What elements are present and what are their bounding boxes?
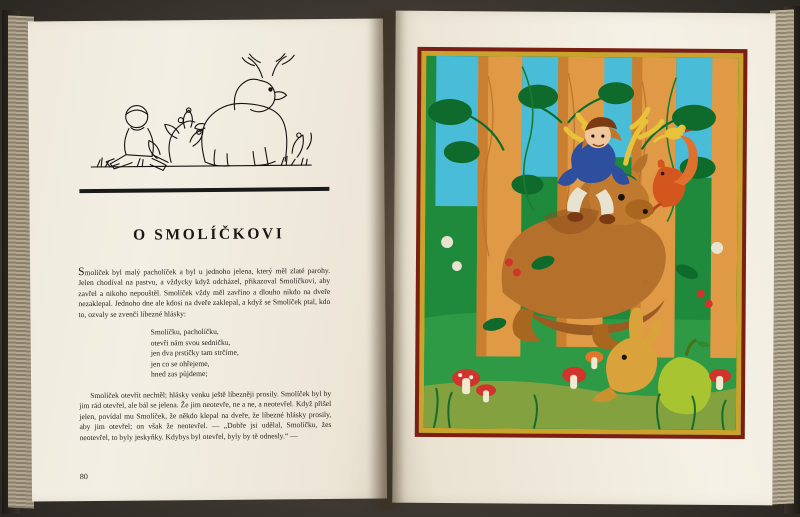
verse-line: Smolíčku, pacholíčku, [150, 326, 219, 337]
paragraph-1: Smolíček byl malý pacholíček a byl u jednoho jelena, který měl zlaté parohy. Jelen chodíval na pastvu, a vždycky když odcházel, přikazoval Smolíčkovi, aby zavřel a nikoho nepouštěl. Smolíček vždy měl zavříno a dlouho nikdo na dveře nezaklepal. Jednoho dne ale kdosi na dveře zaklepal, a když se Smolíček ptal, kdo to, ozvaly se zvenčí líbezné hlásky: [78, 265, 331, 319]
page-number: 80 [79, 472, 88, 482]
paragraph-2: Smolíček otevřít nechtěl; hlásky venku ještě líbezněji prosily. Smolíček byl by jim rád otevřel, ale bál se jelena. Že jim neotevře, ne a ne, a neotevřel. Když přišel jelen, povídal mu Smolíček, že někdo klepal na dveře, že líbezné hlásky prosily, aby jim otevřel; on však že neotevřel. — „Dobře jsi udělal, Smolíčku, žes neotevřel, to byly jeskyňky. Kdybys byl otevřel, byly by tě odnesly.“ — [79, 388, 332, 442]
verse-line: otevři nám svou sedničku, [150, 337, 231, 348]
right-page [392, 11, 775, 506]
plate-illustration [424, 56, 739, 430]
body-text-block-2 [79, 389, 331, 443]
body-text-block [78, 265, 330, 320]
verse-line: jen co se ohřejeme, [150, 358, 210, 369]
chapter-title: O SMOLÍČKOVI [133, 225, 285, 244]
verse-block [151, 326, 321, 380]
boy-and-stag-line-drawing [84, 53, 317, 183]
verse-line: jen dva prstíčky tam strčíme, [150, 347, 239, 358]
left-page [28, 18, 387, 501]
title-divider-rule [79, 187, 329, 193]
smolicek-and-golden-antlered-stag-colour-plate [419, 51, 744, 435]
open-book [8, 2, 792, 515]
verse-line: hned zas půjdeme; [150, 369, 208, 379]
book-gutter-shadow [368, 10, 404, 510]
